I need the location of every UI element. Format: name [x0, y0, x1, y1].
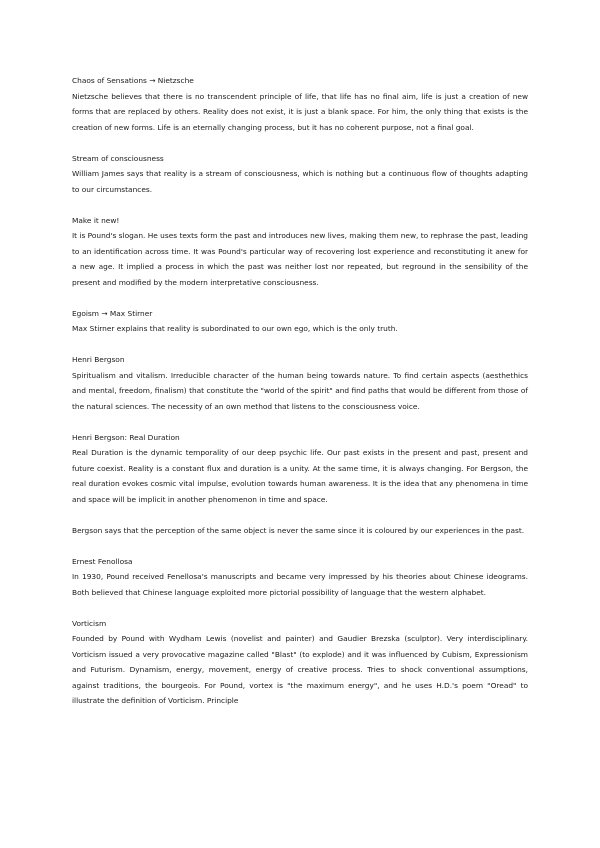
section-egoism [72, 306, 528, 337]
section-paragraph: In 1930, Pound received Fenellosa's manuscripts and became very impressed by his theories about Chinese ideograms. Both believed that Chinese language exploited more pictorial possibility of language that the western alphabet. [72, 572, 528, 597]
section-nietzsche [72, 73, 528, 135]
section-paragraph: Founded by Pound with Wydham Lewis (novelist and painter) and Gaudier Brezska (sculptor). Very interdisciplinary. Vorticism issued a very provocative magazine called "Blast" (to explode) and it was influenced by Cubism, Expressionism and Futurism. Dynamism, energy, movement, energy of creative process. Tries to shock conventional assumptions, against traditions, the bourgeois. For Pound, vortex is "the maximum energy", and he uses H.D.'s poem "Oread" to illustrate the definition of Vorticism. Principle [72, 634, 528, 705]
section-heading: Make it new! [72, 215, 120, 225]
section-paragraph: Spiritualism and vitalism. Irreducible character of the human being towards nature. To find certain aspects (aesthethics and mental, freedom, finalism) that constitute the "world of the spirit" and find paths that would be different from those of the natural sciences. The necessity of an own method that listens to the consciousness voice. [72, 370, 528, 411]
section-make-it-new [72, 213, 528, 291]
section-heading: Chaos of Sensations → Nietzsche [72, 76, 194, 85]
section-stream-of-consciousness [72, 151, 528, 198]
section-vorticism [72, 616, 528, 709]
section-heading: Vorticism [72, 618, 107, 628]
section-paragraph: Bergson says that the perception of the same object is never the same since it is coloured by our experiences in the past. [72, 525, 525, 535]
section-paragraph: It is Pound's slogan. He uses texts form the past and introduces new lives, making them new, to rephrase the past, leading to an identification across time. It was Pound's particular way of recovering lost experience and reconstituting it anew for a new age. It implied a process in which the past was neither lost nor repeated, but reground in the sensibility of the present and modified by the modern interpretative consciousness. [72, 231, 528, 287]
section-heading: Henri Bergson: Real Duration [72, 432, 180, 442]
section-paragraph: Max Stirner explains that reality is subordinated to our own ego, which is the only truth. [72, 324, 398, 333]
section-paragraph: William James says that reality is a stream of consciousness, which is nothing but a continuous flow of thoughts adapting to our circumstances. [72, 169, 528, 194]
section-paragraph: Real Duration is the dynamic temporality of our deep psychic life. Our past exists in the present and past, present and future coexist. Reality is a constant flux and duration is a unity. At the same time, it is always changing. For Bergson, the real duration evokes cosmic vital impulse, evolution towards human awareness. It is the idea that any phenomena in time and space will be implicit in another phenomenon in time and space. [72, 448, 528, 504]
document-page [72, 73, 528, 709]
section-heading: Ernest Fenollosa [72, 556, 133, 566]
section-heading: Egoism → Max Stirner [72, 308, 153, 318]
section-real-duration [72, 430, 528, 539]
section-heading: Henri Bergson [72, 355, 125, 364]
section-heading: Stream of consciousness [72, 153, 164, 163]
section-paragraph: Nietzsche believes that there is no transcendent principle of life, that life has no final aim, life is just a creation of new forms that are replaced by others. Reality does not exist, it is just a blank space. For him, the only thing that exists is the creation of new forms. Life is an eternally changing process, but it has no coherent purpose, not a final goal. [72, 91, 528, 132]
section-henri-bergson [72, 352, 528, 414]
section-fenollosa [72, 554, 528, 601]
